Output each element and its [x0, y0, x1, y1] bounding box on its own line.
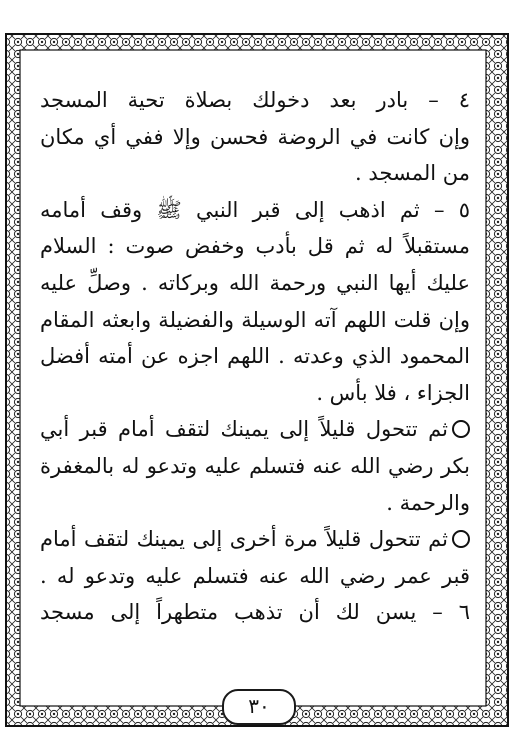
page-text — [40, 82, 470, 682]
text-line — [40, 521, 470, 558]
text-line: مستقبلاً له ثم قل بأدب وخفض صوت : السلام — [40, 234, 470, 259]
text-line: والرحمة . — [386, 490, 470, 515]
text-line: ٦ – يسن لك أن تذهب متطهراً إلى مسجد — [40, 600, 470, 625]
text-line: قبر عمر رضي الله عنه فتسلم عليه وتدعو له . — [40, 563, 470, 588]
text-line — [40, 411, 470, 448]
text-line: ٤ – بادر بعد دخولك بصلاة تحية المسجد — [40, 88, 470, 112]
text-line: من المسجد . — [355, 161, 470, 186]
page-number-badge — [222, 689, 296, 725]
text-line: بكر رضي الله عنه فتسلم عليه وتدعو له بالمغفرة — [40, 453, 470, 478]
text-line-content: ثم تتحول قليلاً مرة أخرى إلى يمينك لتقف أمام — [40, 527, 448, 552]
text-line: ٥ – ثم اذهب إلى قبر النبي ﷺ وقف أمامه — [40, 197, 470, 222]
circle-bullet-icon — [452, 420, 470, 438]
text-line: وإن قلت اللهم آته الوسيلة والفضيلة وابعثه المقام — [40, 307, 470, 332]
text-line: الجزاء ، فلا بأس . — [316, 380, 470, 405]
circle-bullet-icon — [452, 530, 470, 548]
text-line-content: ثم تتحول قليلاً إلى يمينك لتقف أمام قبر أبي — [40, 417, 448, 442]
text-line: عليك أيها النبي ورحمة الله وبركاته . وصلِّ عليه — [40, 270, 470, 295]
text-line: وإن كانت في الروضة فحسن وإلا ففي أي مكان — [40, 124, 470, 149]
text-line: المحمود الذي وعدته . اللهم اجزه عن أمته أفضل — [40, 344, 470, 369]
page-number: ٣٠ — [248, 694, 270, 718]
